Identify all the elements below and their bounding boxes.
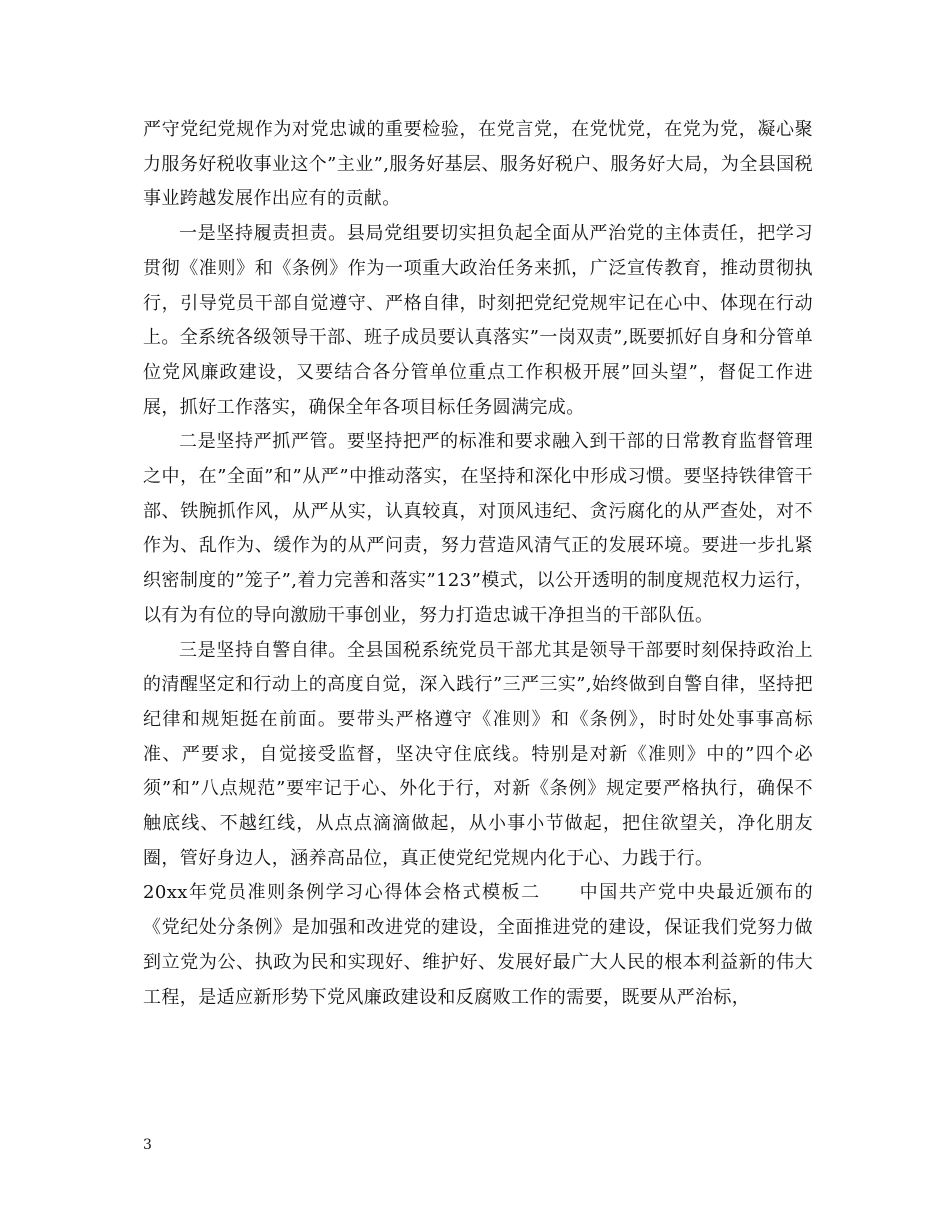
page-number: 3 bbox=[143, 1137, 152, 1153]
paragraph-template-two: 20xx年党员准则条例学习心得体会格式模板二 中国共产党中央最近颁布的《党纪处分条例》是加强和改进党的建设，全面推进党的建设，保证我们党努力做到立党为公、执政为民和实现好、维护好、发展好最广大人民的根本利益新的伟大工程，是适应新形势下党风廉政建设和反腐败工作的需要，既要从严治标， bbox=[143, 882, 813, 1008]
paragraph-strict-management: 二是坚持严抓严管。要坚持把严的标准和要求融入到干部的日常教育监督管理之中，在”全面”和”从严”中推动落实，在坚持和深化中形成习惯。要坚持铁律管干部、铁腕抓作风，从严从实，认真较真，对顶风违纪、贪污腐化的从严查处，对不作为、乱作为、缓作为的从严问责，努力营造风清气正的发展环境。要进一步扎紧织密制度的”笼子”,着力完善和落实”123”模式，以公开透明的制度规范权力运行，以有为有位的导向激励干事创业，努力打造忠诚干净担当的干部队伍。 bbox=[143, 431, 813, 626]
paragraph-self-discipline: 三是坚持自警自律。全县国税系统党员干部尤其是领导干部要时刻保持政治上的清醒坚定和行动上的高度自觉，深入践行”三严三实”,始终做到自警自律，坚持把纪律和规矩挺在前面。要带头严格遵守《准则》和《条例》，时时处处事事高标准、严要求，自觉接受监督，坚决守住底线。特别是对新《准则》中的”四个必须”和”八点规范”要牢记于心、外化于行，对新《条例》规定要严格执行，确保不触底线、不越红线，从点点滴滴做起，从小事小节做起，把住欲望关，净化朋友圈，管好身边人，涵养高品位，真正使党纪党规内化于心、力践于行。 bbox=[143, 639, 813, 869]
paragraph-duty: 一是坚持履责担责。县局党组要切实担负起全面从严治党的主体责任，把学习贯彻《准则》和《条例》作为一项重大政治任务来抓，广泛宣传教育，推动贯彻执行，引导党员干部自觉遵守、严格自律，时刻把党纪党规牢记在心中、体现在行动上。全系统各级领导干部、班子成员要认真落实”一岗双责”,既要抓好自身和分管单位党风廉政建设，又要结合各分管单位重点工作积极开展”回头望”，督促工作进展，抓好工作落实，确保全年各项目标任务圆满完成。 bbox=[143, 223, 813, 418]
document-body bbox=[143, 113, 813, 1015]
paragraph-intro: 严守党纪党规作为对党忠诚的重要检验，在党言党，在党忧党，在党为党，凝心聚力服务好税收事业这个”主业”,服务好基层、服务好税户、服务好大局，为全县国税事业跨越发展作出应有的贡献。 bbox=[143, 119, 813, 210]
